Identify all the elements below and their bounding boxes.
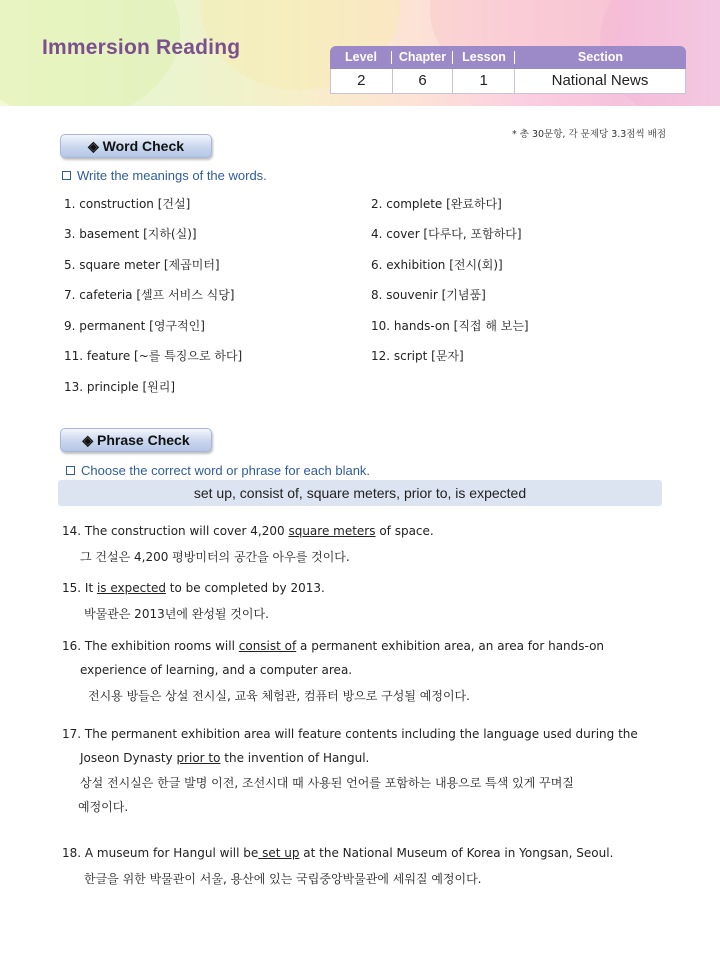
value-section: National News [551,72,649,89]
col-level: Level [330,46,392,69]
word-item-4: 4. cover [다루다, 포함하다] [371,227,522,241]
question-text: at the National Museum of Korea in Yongsan, Seoul. [299,846,614,860]
level-table [330,46,686,94]
checkbox-icon [66,466,75,475]
phrase-check-instruction [66,463,370,478]
question-text: to be completed by 2013. [165,581,325,595]
word-check-instruction [62,168,267,183]
value-level: 2 [331,69,393,93]
word-item-10: 10. hands-on [직접 해 보는] [371,319,529,333]
word-bank: set up, consist of, square meters, prior to, is expected [58,480,662,506]
question-text: the invention of Hangul. [220,751,370,765]
question-16-korean: 전시용 방들은 상설 전시실, 교육 체험관, 컴퓨터 방으로 구성될 예정이다. [88,689,470,703]
question-18 [62,846,613,860]
answer: set up [258,846,300,860]
question-16 [62,639,604,653]
word-item-3: 3. basement [지하(실)] [64,227,197,241]
col-chapter: Chapter [392,46,453,69]
question-16-line-2: experience of learning, and a computer area. [80,663,353,677]
word-item-9: 9. permanent [영구적인] [64,319,205,333]
word-item-2: 2. complete [완료하다] [371,197,502,211]
question-text: 15. It [62,581,97,595]
question-text: 18. A museum for Hangul will be [62,846,259,860]
level-table-values [330,69,686,94]
word-item-11: 11. feature [~를 특징으로 하다] [64,349,243,363]
question-17: 17. The permanent exhibition area will feature contents including the language used during the [62,727,638,741]
answer: prior to [176,751,221,765]
question-14-korean: 그 건설은 4,200 평방미터의 공간을 아우를 것이다. [80,550,350,564]
col-lesson: Lesson [453,46,515,69]
value-chapter: 6 [393,69,454,93]
answer: consist of [238,639,297,653]
brand-title: Immersion Reading [42,36,241,59]
question-text: 14. The construction will cover 4,200 [62,524,289,538]
value-lesson: 1 [453,69,515,93]
col-section: Section [577,50,624,64]
question-17-korean-line-2: 예정이다. [78,800,129,814]
word-item-5: 5. square meter [제곱미터] [64,258,220,272]
score-note: * 총 30문항, 각 문제당 3.3점씩 배점 [512,129,667,140]
header-banner [0,0,720,106]
question-text: a permanent exhibition area, an area for hands-on [296,639,605,653]
word-check-title: ◈ Word Check [60,134,212,158]
word-item-7: 7. cafeteria [셀프 서비스 식당] [64,288,235,302]
question-15-korean: 박물관은 2013년에 완성될 것이다. [84,607,269,621]
word-check-instruction-text: Write the meanings of the words. [77,168,267,183]
question-17-korean: 상설 전시실은 한글 발명 이전, 조선시대 때 사용된 언어를 포함하는 내용으로 특색 있게 꾸며질 [80,776,574,790]
question-text: 16. The exhibition rooms will [62,639,239,653]
question-17-line-2 [80,751,369,765]
question-text: Joseon Dynasty [80,751,177,765]
phrase-check-instruction-text: Choose the correct word or phrase for each blank. [81,463,371,478]
question-14 [62,524,434,538]
checkbox-icon [62,171,71,180]
answer: is expected [96,581,166,595]
phrase-check-title: ◈ Phrase Check [60,428,212,452]
word-item-12: 12. script [문자] [371,349,464,363]
question-18-korean: 한글을 위한 박물관이 서울, 용산에 있는 국립중앙박물관에 세워질 예정이다. [84,872,482,886]
question-15 [62,581,325,595]
answer: square meters [288,524,376,538]
word-item-13: 13. principle [원리] [64,380,176,394]
question-text: of space. [375,524,434,538]
word-item-8: 8. souvenir [기념품] [371,288,486,302]
word-item-6: 6. exhibition [전시(회)] [371,258,503,272]
word-item-1: 1. construction [건설] [64,197,191,211]
level-table-header [330,46,686,69]
